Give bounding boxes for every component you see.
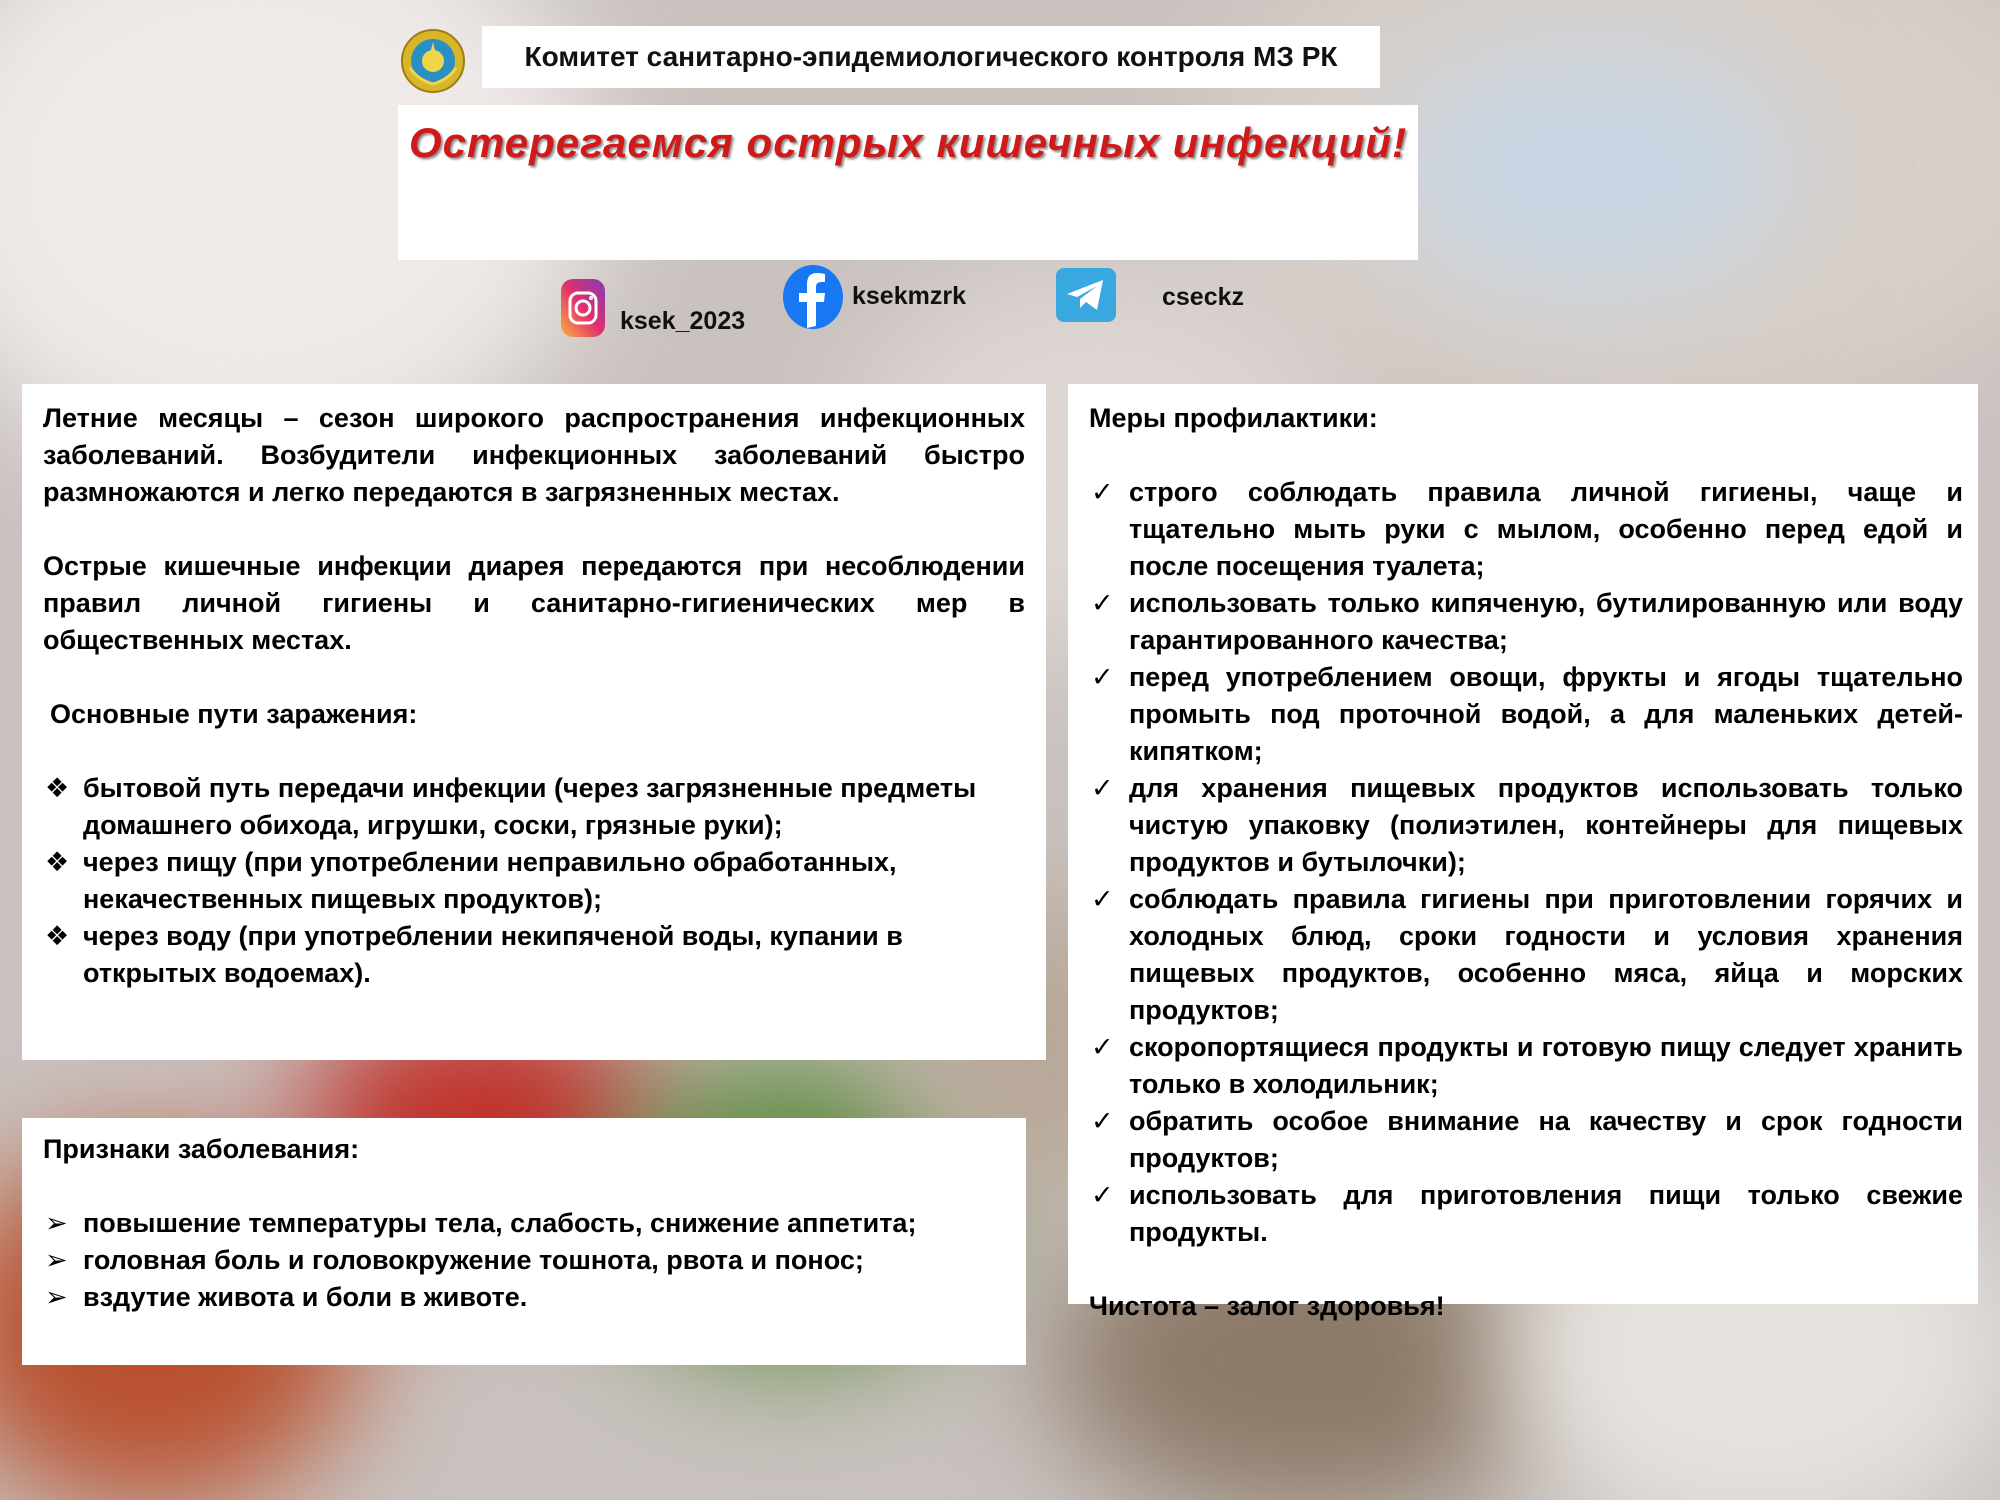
diamond-bullet-icon: ❖ [45, 921, 70, 951]
facebook-handle: ksekmzrk [852, 282, 966, 310]
list-item: ❖ бытовой путь передачи инфекции (через загрязненные предметы домашнего обихода, игрушки, соски, грязные руки); [43, 770, 985, 844]
diamond-bullet-icon: ❖ [45, 773, 70, 803]
list-item: ❖ через воду (при употреблении некипяченой воды, купании в открытых водоемах). [43, 918, 985, 992]
symptoms-title: Признаки заболевания: [43, 1134, 360, 1164]
emblem-logo [398, 28, 468, 94]
prevention-title: Меры профилактики: [1089, 403, 1378, 433]
slogan: Чистота – залог здоровья! [1089, 1291, 1445, 1321]
instagram-handle: ksek_2023 [620, 307, 746, 335]
list-item: ❖ через пищу (при употреблении неправильно обработанных, некачественных пищевых продуктов); [43, 844, 985, 918]
check-bullet-icon: ✓ [1091, 884, 1114, 914]
symptoms-card [22, 1118, 1026, 1365]
list-item: ✓ для хранения пищевых продуктов использовать только чистую упаковку (полиэтилен, контейнеры для пищевых продуктов и бутылочки); [1089, 770, 1963, 881]
intro-paragraph-2: Острые кишечные инфекции диарея передаются при несоблюдении правил личной гигиены и санитарно-гигиенических мер в общественных местах. [43, 551, 1025, 655]
check-bullet-icon: ✓ [1091, 1106, 1114, 1136]
routes-list [43, 770, 1025, 992]
list-item: ➢ повышение температуры тела, слабость, снижение аппетита; [43, 1205, 1005, 1242]
telegram-icon [1056, 268, 1116, 327]
instagram-icon [560, 278, 606, 343]
symptoms-list [43, 1205, 1005, 1316]
headline: Остерегаемся острых кишечных инфекций! [408, 119, 1408, 166]
arrow-bullet-icon: ➢ [45, 1282, 68, 1312]
arrow-bullet-icon: ➢ [45, 1245, 68, 1275]
check-bullet-icon: ✓ [1091, 1032, 1114, 1062]
list-item: ✓ скоропортящиеся продукты и готовую пищу следует хранить только в холодильник; [1089, 1029, 1963, 1103]
intro-card [22, 384, 1046, 1060]
list-item: ✓ использовать только кипяченую, бутилированную или воду гарантированного качества; [1089, 585, 1963, 659]
list-item: ➢ головная боль и головокружение тошнота, рвота и понос; [43, 1242, 1005, 1279]
prevention-list [1089, 474, 1963, 1251]
diamond-bullet-icon: ❖ [45, 847, 70, 877]
arrow-bullet-icon: ➢ [45, 1208, 68, 1238]
facebook-icon [782, 264, 844, 335]
organization-name: Комитет санитарно-эпидемиологического контроля МЗ РК [524, 41, 1338, 72]
check-bullet-icon: ✓ [1091, 1180, 1114, 1210]
social-instagram[interactable] [560, 278, 745, 343]
prevention-card [1068, 384, 1978, 1321]
headline-panel [398, 105, 1418, 260]
list-item: ✓ использовать для приготовления пищи только свежие продукты. [1089, 1177, 1963, 1251]
check-bullet-icon: ✓ [1091, 477, 1114, 507]
list-item: ✓ соблюдать правила гигиены при приготовлении горячих и холодных блюд, сроки годности и условия хранения пищевых продуктов, особенно мяса, яйца и морских продуктов; [1089, 881, 1963, 1029]
list-item: ✓ перед употреблением овощи, фрукты и ягоды тщательно промыть под проточной водой, а для маленьких детей- кипятком; [1089, 659, 1963, 770]
organization-banner [482, 26, 1380, 88]
check-bullet-icon: ✓ [1091, 773, 1114, 803]
list-item: ✓ строго соблюдать правила личной гигиены, чаще и тщательно мыть руки с мылом, особенно перед едой и после посещения туалета; [1089, 474, 1963, 585]
routes-title: Основные пути заражения: [50, 699, 418, 729]
telegram-handle: cseckz [1162, 283, 1245, 311]
list-item: ➢ вздутие живота и боли в животе. [43, 1279, 1005, 1316]
check-bullet-icon: ✓ [1091, 588, 1114, 618]
intro-paragraph-1: Летние месяцы – сезон широкого распространения инфекционных заболеваний. Возбудители инфекционных заболеваний быстро размножаются и легко передаются в загрязненных местах. [43, 403, 1025, 507]
list-item: ✓ обратить особое внимание на качеству и срок годности продуктов; [1089, 1103, 1963, 1177]
check-bullet-icon: ✓ [1091, 662, 1114, 692]
social-telegram[interactable] [1056, 268, 1244, 327]
social-facebook[interactable] [782, 264, 966, 335]
